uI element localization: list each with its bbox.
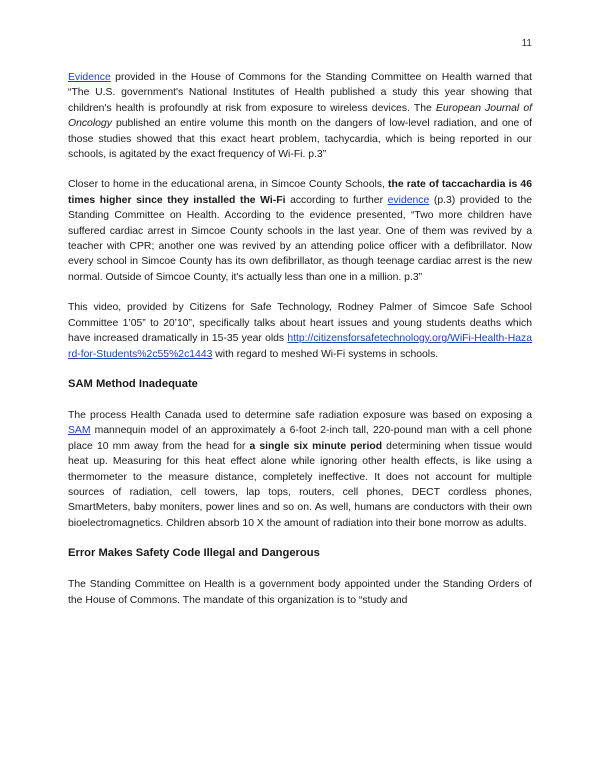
- paragraph-text: determining when tissue would heat up. Measuring for this heat effect alone while ignoring other health effects, is like using a thermometer to the measure distance, completely ineffective. It does not account for multiple sources of radiation, cell towers, lap tops, routers, cell phones, DECT cordless phones, SmartMeters, baby moniters, power lines and so on. As well, humans are conductors with their own bioelectromagnetics. Children absorb 10 X the amount of radiation into their bone morrow as adults.: [68, 440, 532, 529]
- paragraph-sam-method: [68, 408, 532, 531]
- paragraph-text: according to further: [285, 194, 388, 206]
- evidence-link[interactable]: Evidence: [68, 72, 111, 83]
- paragraph-text: Closer to home in the educational arena, in Simcoe County Schools,: [68, 179, 389, 191]
- paragraph-standing-committee: [68, 577, 532, 608]
- paragraph-text: with regard to meshed Wi-Fi systems in schools.: [212, 348, 439, 360]
- paragraph-text: The Standing Committee on Health is a government body appointed under the Standing Orders of the House of Commons. The mandate of this organization is to “study and: [68, 579, 532, 606]
- page-number: 11: [521, 38, 532, 49]
- video-url-link[interactable]: http://citizensforsafetechnology.org/WiFi-Health-Hazard-for-Students%2c55%2c1443: [68, 333, 532, 360]
- paragraph-text: mannequin model of an approximately a 6-foot 2-inch tall, 220-pound man with a cell phone place 10 mm away from the head for: [68, 425, 532, 452]
- paragraph-text: (p.3) provided to the Standing Committee on Health. According to the evidence presented, “Two more children have suffered cardiac arrest in Simcoe County schools in the last year. One of them was revived by a teacher with CPR; another one was revived by an attending police officer with a defibrillator. Now every school in Simcoe County has its own defibrillator, as though teenage cardiac arrest is the new normal. Outside of Simcoe County, it's actually less than one in a million. p.3”: [68, 194, 532, 283]
- paragraph-text: provided in the House of Commons for the Standing Committee on Health warned that “The U.S. government's National Institutes of Health published a study this year showing that children's health is profoundly at risk from exposure to wireless devices. The: [68, 72, 532, 114]
- bold-statement: a single six minute period: [249, 440, 383, 452]
- section-heading-error: Error Makes Safety Code Illegal and Dangerous: [68, 547, 320, 560]
- paragraph-video: [68, 300, 532, 362]
- paragraph-simcoe-schools: [68, 177, 532, 285]
- paragraph-evidence-commons: [68, 70, 532, 162]
- journal-name: European Journal of Oncology: [68, 102, 532, 130]
- paragraph-text: published an entire volume this month on the dangers of low-level radiation, and one of those studies showed that this exact heart problem, tachycardia, which is being reported in our schools, is agitated by the exact frequency of Wi-Fi. p.3”: [68, 118, 532, 161]
- sam-link[interactable]: SAM: [68, 425, 91, 437]
- section-heading-sam: SAM Method Inadequate: [68, 377, 198, 390]
- paragraph-text: This video, provided by Citizens for Safe Technology, Rodney Palmer of Simcoe Safe School Committee 1’05” to 20’10”, specifically talks about heart issues and young students deaths which have increased dramatically in 15-35 year olds: [68, 302, 532, 345]
- evidence-link[interactable]: evidence: [387, 194, 430, 206]
- paragraph-text: The process Health Canada used to determine safe radiation exposure was based on exposing a: [68, 409, 532, 421]
- bold-statement: the rate of taccachardia is 46 times higher since they installed the Wi-Fi: [68, 179, 532, 206]
- document-body: [68, 70, 532, 623]
